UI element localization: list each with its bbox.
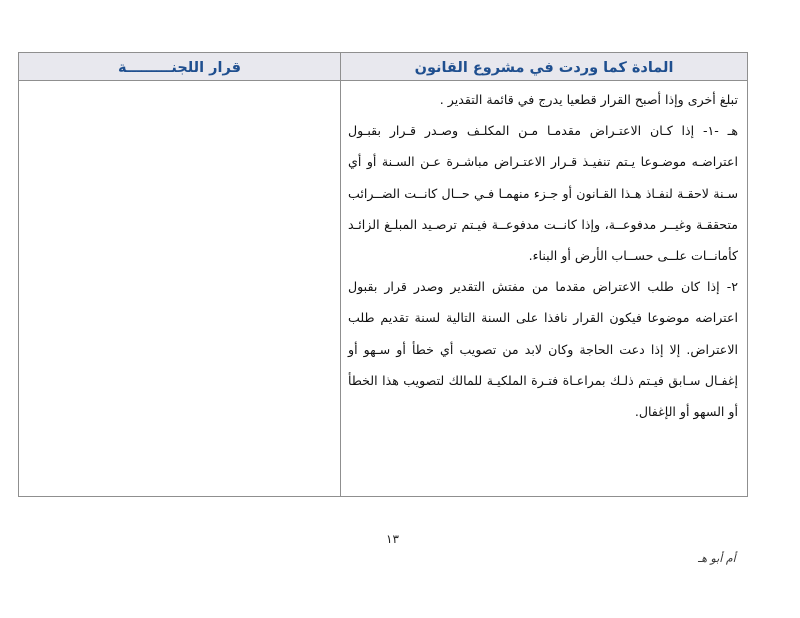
header-article-cell — [341, 53, 748, 81]
article-paragraph: ٢- إذا كان طلب الاعتراض مقدما من مفتش التقدير وصدر قرار بقبول اعتراضه موضوعا فيكون القرار نافذا على السنة التالية لسنة تقديم طلب الاعتراض. إلا إذا دعت الحاجة وكان لابد من تصويب أي خطأ أو سـهو أو إغفـال سـابق فيـتم ذلـك بمراعـاة فتـرة الملكيـة للمالك لتصويب هذا الخطأ أو السهو أو الإغفال. — [348, 279, 738, 420]
article-paragraph: تبلغ أخرى وإذا أصبح القرار قطعيا يدرج في قائمة التقدير . — [439, 92, 738, 107]
article-text — [341, 81, 747, 427]
table-header-row — [19, 53, 748, 81]
header-decision: قرار اللجنـــــــــة — [118, 60, 241, 76]
page-number: ١٣ — [386, 532, 399, 546]
article-table — [18, 52, 748, 497]
signature-initials: أم أبو هـ — [698, 552, 736, 565]
header-article: المادة كما وردت في مشروع القانون — [414, 60, 674, 76]
article-paragraph: هـ -١- إذا كـان الاعتـراض مقدمـا مـن المكلـف وصـدر قـرار بقبـول اعتراضـه موضـوعا يـتم تنفيـذ قـرار الاعتـراض مباشـرة عـن السـنة أو أي سـنة لاحقـة لنفـاذ هـذا القـانون أو جـزء منهمـا فـي حــال كانــت الضــرائب متحققـة وغيــر مدفوعــة، وإذا كانــت مدفوعــة فيـتم ترصـيد المبلـغ الزائـد كأمانــات علــى حســاب الأرض أو البناء. — [348, 123, 738, 264]
decision-cell — [19, 81, 341, 497]
article-cell — [341, 81, 748, 497]
header-decision-cell — [19, 53, 341, 81]
table-row — [19, 81, 748, 497]
